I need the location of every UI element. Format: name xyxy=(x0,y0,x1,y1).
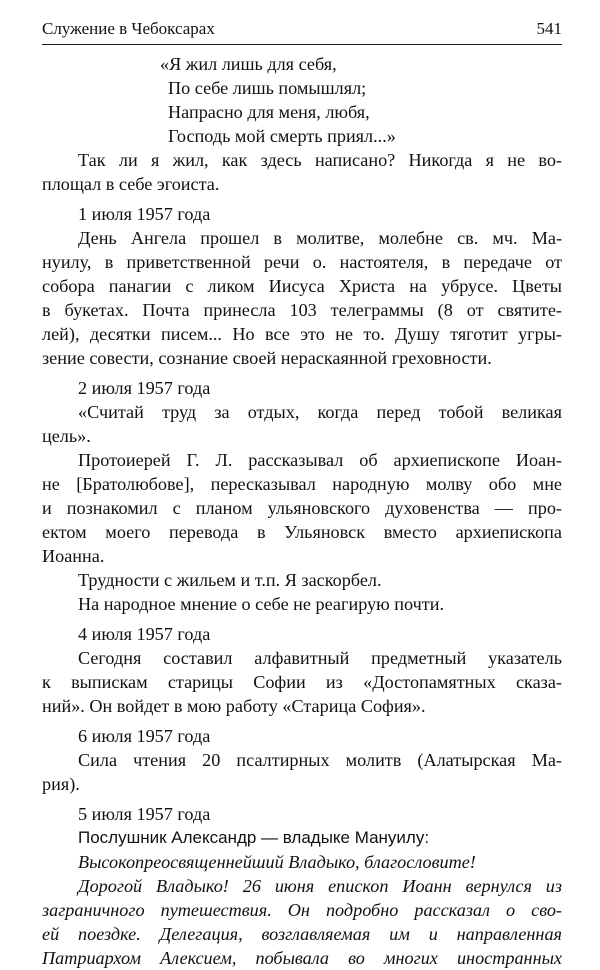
header-rule xyxy=(42,44,562,45)
text-line: «Считай труд за отдых, когда перед тобой великая xyxy=(78,402,562,422)
text-line: На народное мнение о себе не реагирую почти. xyxy=(78,594,445,614)
letter-line: Патриархом Алексием, побывала во многих иностранных xyxy=(42,948,562,968)
diary-date: 5 июля 1957 года xyxy=(78,804,211,824)
text-line: и познакомил с планом ульяновского духовенства — про- xyxy=(42,498,562,518)
letter-heading: Послушник Александр — владыке Мануилу: xyxy=(78,828,430,847)
running-header xyxy=(42,18,562,40)
text-line: Так ли я жил, как здесь написано? Никогда я не во- xyxy=(78,150,562,170)
poem-line: По себе лишь помышлял; xyxy=(168,78,367,98)
text-line: Трудности с жильем и т.п. Я заскорбел. xyxy=(78,570,382,590)
letter-line: заграничного путешествия. Он подробно рассказал о сво- xyxy=(42,900,562,920)
diary-date: 4 июля 1957 года xyxy=(78,624,211,644)
running-title: Служение в Чебоксарах xyxy=(42,19,215,38)
poem-line: Господь мой смерть приял...» xyxy=(168,126,396,146)
poem-line: «Я жил лишь для себя, xyxy=(160,54,337,74)
text-line: День Ангела прошел в молитве, молебне св. мч. Ма- xyxy=(78,228,562,248)
page-number: 541 xyxy=(536,19,562,38)
text-line: нуилу, в приветственной речи о. настоятеля, в передаче от xyxy=(42,252,562,272)
letter-line: ей поездке. Делегация, возглавляемая им и направленная xyxy=(42,924,562,944)
text-line: не [Братолюбове], пересказывал народную молву обо мне xyxy=(42,474,562,494)
text-line: собора панагии с ликом Иисуса Христа на убрусе. Цветы xyxy=(42,276,562,296)
text-line: зение совести, сознание своей нераскаянной греховности. xyxy=(42,348,492,368)
text-line: Сегодня составил алфавитный предметный указатель xyxy=(78,648,562,668)
text-line: ектом моего перевода в Ульяновск вместо архиепископа xyxy=(42,522,562,542)
text-line: Протоиерей Г. Л. рассказывал об архиепископе Иоан- xyxy=(78,450,562,470)
text-line: ний». Он войдет в мою работу «Старица София». xyxy=(42,696,426,716)
text-line: цель». xyxy=(42,426,91,446)
letter-salutation: Высокопреосвященнейший Владыко, благословите! xyxy=(78,852,476,872)
text-line: Сила чтения 20 псалтирных молитв (Алатырская Ма- xyxy=(78,750,562,770)
text-line: рия). xyxy=(42,774,80,794)
diary-date: 6 июля 1957 года xyxy=(78,726,211,746)
text-line: в букетах. Почта принесла 103 телеграммы (8 от святите- xyxy=(42,300,562,320)
poem-line: Напрасно для меня, любя, xyxy=(168,102,370,122)
diary-date: 1 июля 1957 года xyxy=(78,204,211,224)
text-line: к выпискам старицы Софии из «Достопамятных сказа- xyxy=(42,672,562,692)
text-line: лей), десятки писем... Но все это не то. Душу тяготит угры- xyxy=(42,324,562,344)
diary-date: 2 июля 1957 года xyxy=(78,378,211,398)
letter-line: Дорогой Владыко! 26 июня епископ Иоанн вернулся из xyxy=(78,876,562,896)
text-line: площал в себе эгоиста. xyxy=(42,174,220,194)
text-line: Иоанна. xyxy=(42,546,105,566)
